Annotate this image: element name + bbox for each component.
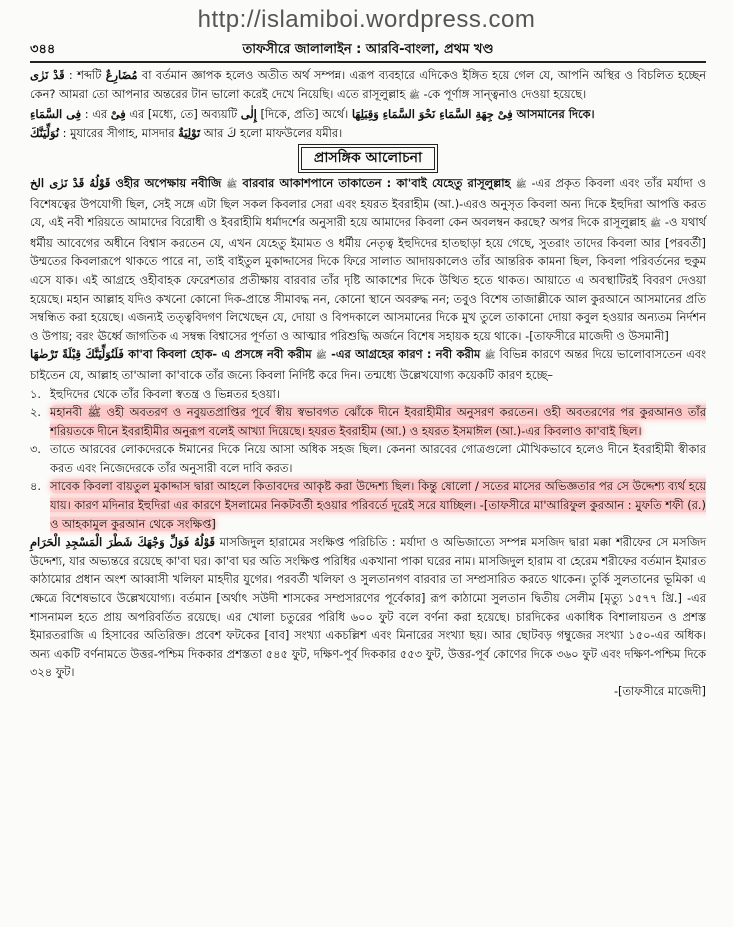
arabic-term: قَدْ نَرٰى	[30, 68, 65, 82]
arabic-verse-ref: قَوْلُهُ قَدْ نَرٰى الخ	[30, 175, 111, 190]
salutation-symbol: ﷺ	[315, 351, 327, 362]
arabic-phrase: فِىْ جِهَةِ السَّمَاءِ نَحْوَ السَّمَاءِ وَقِبَلِهَا	[351, 107, 513, 122]
arabic-term: فِىْ	[110, 107, 126, 122]
highlighted-text: মহানবী ﷺ ওহী অবতরণ ও নবুয়তপ্রাপ্তির পূর্বে স্বীয় স্বভাবগত ঝোঁকে দীনে ইবরাহীমীর অনুসরণ করতেন। ওহী অবতরণের পর কুরআনও তাঁর শরিয়তকে দীনে ইবরাহীমীর অনুরূপ বলেই আখ্যা দিয়েছে। হযরত ইবরাহীম (আ.) ও হযরত ইসমাঈল (আ.)-এর কিবলাও কা'বাই ছিল।	[50, 405, 706, 438]
paragraph-looking-skyward: قَوْلُهُ قَدْ نَرٰى الخ ওহীর অপেক্ষায় নবীজি ﷺ বারবার আকাশপানে তাকাতেন : কা'বাই যেহেতু রাসূলুল্লাহ ﷺ -এর প্রকৃত কিবলা এবং তাঁর মর্যাদা ও বিশেষত্বের উপযোগী ছিল, সেই সঙ্গে এটা ছিল সকল কিবলার সেরা এবং হযরত ইবরাহীম (আ.)-এরও অনুসৃত কিবলা অন্য দিকে ইহুদিরা আপত্তি করত যে, এই নবী শরিয়তে আমাদের বিরোধী ও ইবরাহীমি ধর্মাদর্শের অনুসারী হয়ে আমাদের কিবলা কেন অবলম্বন করছে? অপর দিকে রাসূলুল্লাহ ﷺ -ও যথার্থ ধর্মীয় আবেগের অধীনে বিশ্বাস করতেন যে, এখন যেহেতু ইমামত ও ধর্মীয় নেতৃত্ব ইহুদিদের হাতছাড়া হয়ে গেছে, সুতরাং তাদের কিবলা আর [পরবর্তী] উম্মতের কিবলারূপে থাকতে পারে না, তাই বাইতুল মুকাদ্দাসের দিকে ফিরে সালাত আদায়কালেও তাঁর আন্তরিক কামনা ছিল, কিবলা পরিবর্তনের হুকুম এসে যাক। এই আগ্রহে ওহীবাহক ফেরেশতার প্রতীক্ষায় বারবার তাঁর দৃষ্টি আকাশের দিকে উত্থিত হতে থাকত। আয়াতে এ অবস্থাটিরই বিবরণ দেওয়া হয়েছে। মহান আল্লাহ যদিও কখনো কোনো দিক-প্রান্তে সীমাবদ্ধ নন, কোনো স্থানে অবরুদ্ধ নন; তবুও বিশেষ তাজাল্লীকে আল কুরআনে আসমানের প্রতি সম্বন্ধিত করা হয়েছে। এজন্যই তত্ত্ববিদগণ লিখেছেন যে, দোয়া ও বিপদকালে আসমানের দিকে মুখ তুলে তাকানো দোয়া কবুল হওয়ার অন্যতম নির্দশন ও উপায়; বরং ঊর্ধ্বে জাগতিক এ সম্বন্ধ বিশ্বাসের পূর্ণতা ও আত্মার পরিশুদ্ধি অর্জনে বিশেষ সহায়ক হয়ে থাকে। -[তাফসীরে মাজেদী ও উসমানী]	[30, 175, 707, 343]
list-item: ১. ইহুদিদের থেকে তাঁর কিবলা স্বতন্ত্র ও ভিন্নতর হওয়া।	[30, 386, 280, 401]
page-number: ৩৪৪	[30, 42, 56, 57]
salutation-symbol: ﷺ	[515, 179, 527, 190]
header-rule	[30, 61, 706, 63]
arabic-term: نُوَلِّيَنَّكَ	[30, 125, 59, 140]
arabic-term: فِى السَّمَاءِ	[30, 107, 82, 122]
arabic-term: مُضَارِعٌ	[105, 68, 138, 82]
paragraph-qad-nara: قَدْ نَرٰى : শব্দটি مُضَارِعٌ বা বর্তমান জ্ঞাপক হলেও অতীত অর্থ সম্পন্ন। এরূপ ব্যবহারে এদিকেও ইঙ্গিত হয়ে গেল যে, আপনি অস্থির ও বিচলিত হচ্ছেন কেন? আমরা তো আপনার অন্তরের টান ভালো করেই দেখে নিয়েছি। এতে রাসূলুল্লাহ ﷺ -কে পূর্ণাঙ্গ সান্ত্বনাও দেওয়া হয়েছে।	[30, 68, 706, 101]
paragraph-fis-sama: فِى السَّمَاءِ : এর فِىْ এর [মধ্যে, তে] অব্যয়টি إِلٰى [দিকে, প্রতি] অর্থে। فِىْ جِهَةِ السَّمَاءِ نَحْوَ السَّمَاءِ وَقِبَلِهَا আসমানের দিকে।	[30, 107, 595, 122]
list-item: ৪. সাবেক কিবলা বায়তুল মুকাদ্দাস দ্বারা আহলে কিতাবদের আকৃষ্ট করা উদ্দেশ্য ছিল। কিন্তু ষোলো / সতের মাসের অভিজ্ঞতার পর সে উদ্দেশ্য ব্যর্থ হয়ে যায়। কারণ মদিনার ইহুদিরা এর কারণে ইসলামের নিকটবর্তী হওয়ার পরিবর্তে দূরেই সরে যাচ্ছিল। -[তাফসীরে মা'আরিফুল কুরআন : মুফতি শফী (র.) ও আহকামুল কুরআন থেকে সংক্ষিপ্ত]	[30, 479, 706, 531]
salutation-symbol: ﷺ	[408, 90, 420, 101]
page-title: তাফসীরে জালালাইন : আরবি-বাংলা, প্রথম খণ্ড	[242, 42, 494, 57]
salutation-symbol: ﷺ	[226, 179, 238, 190]
section-heading-box: প্রাসঙ্গিক আলোচনা	[301, 147, 435, 170]
paragraph-masjid-haram: قَوْلُهُ فَوَلِّ وَجْهَكَ شَطْرَ الْمَسْجِدِ الْحَرَامِ মাসজিদুল হারামের সংক্ষিপ্ত পরিচিতি : মর্যাদা ও অভিজাত্যে সম্পন্ন মসজিদ দ্বারা মক্কা শরীফের সে মসজিদ উদ্দেশ্য, যার অভ্যন্তরে রয়েছে কা'বা ঘর। কা'বা ঘর অতি সংক্ষিপ্ত পরিধির একখানা পাকা ঘরের নাম। মাসজিদুল হারাম বা হেরেম শরীফের বর্তমান ইমারত কাঠামোর প্রধান অংশ আব্বাসী খলিফা মাহদীর যুগের। পরবর্তী খলিফা ও সুলতানগণ বারবার তা সম্প্রসারিত করতে থাকেন। তুর্কি সুলতানের ভূমিকা এ ক্ষেত্রে বিশেষভাবে উল্লেখযোগ্য। বর্তমান [অর্থাৎ সউদী শাসকের সম্প্রসারণের পূর্বেকার] রূপ কাঠামো সুলতান দ্বিতীয় সেলীম [মৃত্যু ১৫৭৭ খ্রি.] -এর শাসনামল হতে প্রায় অপরিবর্তিত রয়েছে। এর খোলা চতুরের পরিধি ৬০০ ফুট বলে বর্ণনা করা হয়েছে। চারদিকের একাধিক বিশালায়তন ও প্রশস্ত ইমারতরাজি এ হিসাবের অতিরিক্ত। প্রবেশ ফটকের [বাব] সংখ্যা একচল্লিশ এবং মিনারের সংখ্যা ছয়। আর ছোটবড় গম্বুজের সংখ্যা ১৫০-এর অধিক। অন্য একটি বর্ণনামতে উত্তর-পশ্চিম দিককার প্রশস্ততা ৫৪৫ ফুট, দক্ষিণ-পূর্ব দিককার ৫৫৩ ফুট, উত্তর-পূর্ব কোণের দিকে ৩৬০ ফুট এবং দক্ষিণ-পশ্চিম দিকে ৩২৪ ফুট।	[30, 535, 706, 680]
source-citation: -[তাফসীরে মাজেদী]	[613, 684, 706, 698]
arabic-verse-ref: قَوْلُهُ فَوَلِّ وَجْهَكَ شَطْرَ الْمَسْجِدِ الْحَرَامِ	[30, 535, 215, 550]
paragraph-kaba-reasons-intro: فَلَنُوَلِّيَنَّكَ قِبْلَةً تَرْضٰهَا কা'বা কিবলা হোক- এ প্রসঙ্গে নবী করীম ﷺ -এর আগ্রহের কারণ : নবী করীম ﷺ বিভিন্ন কারণে অন্তর দিয়ে ভালোবাসতেন এবং চাইতেন যে, আল্লাহ তা'আলা কা'বাকে তাঁর জন্যে কিবলা নির্দিষ্ট করে দিন। তন্মধ্যে উল্লেখযোগ্য কয়েকটি কারণ হচ্ছে–	[30, 347, 706, 382]
arabic-term: تَوْلِيَةٌ	[178, 125, 201, 140]
highlighted-text: সাবেক কিবলা বায়তুল মুকাদ্দাস দ্বারা আহলে কিতাবদের আকৃষ্ট করা উদ্দেশ্য ছিল। কিন্তু ষোলো / সতের মাসের অভিজ্ঞতার পর সে উদ্দেশ্য ব্যর্থ হয়ে যায়। কারণ মদিনার ইহুদিরা এর কারণে ইসলামের নিকটবর্তী হওয়ার পরিবর্তে দূরেই সরে যাচ্ছিল। -[তাফসীরে মা'আরিফুল কুরআন : মুফতি শফী (র.) ও আহকামুল কুরআন থেকে সংক্ষিপ্ত]	[50, 479, 706, 531]
paragraph-nuwalliyannaka: نُوَلِّيَنَّكَ : মুযারের সীগাহ, মাসদার تَوْلِيَةٌ আর كَ হলো মাফউলের যমীর।	[30, 125, 343, 140]
page-body	[30, 66, 706, 701]
page-header	[30, 38, 706, 58]
arabic-term: إِلٰى	[240, 107, 257, 122]
salutation-symbol: ﷺ	[484, 351, 496, 362]
reasons-list	[30, 385, 706, 534]
salutation-symbol: ﷺ	[650, 219, 661, 230]
watermark-url: http://islamiboi.wordpress.com	[197, 6, 536, 33]
arabic-verse-ref: فَلَنُوَلِّيَنَّكَ قِبْلَةً تَرْضٰهَا	[30, 347, 124, 362]
list-item: ২. মহানবী ﷺ ওহী অবতরণ ও নবুয়তপ্রাপ্তির পূর্বে স্বীয় স্বভাবগত ঝোঁকে দীনে ইবরাহীমীর অনুসরণ করতেন। ওহী অবতরণের পর কুরআনও তাঁর শরিয়তকে দীনে ইবরাহীমীর অনুরূপ বলেই আখ্যা দিয়েছে। হযরত ইবরাহীম (আ.) ও হযরত ইসমাঈল (আ.)-এর কিবলাও কা'বাই ছিল।	[30, 405, 706, 438]
list-item: ৩. তাতে আরবের লোকদেরকে ঈমানের দিকে নিয়ে আসা অধিক সহজ ছিল। কেননা আরবের গোত্রগুলো মৌখিকভাবে হলেও দীনে ইবরাহীমী স্বীকার করত এবং নিজেদেরকে তাঁর অনুসারী বলে দাবি করত।	[30, 442, 706, 475]
